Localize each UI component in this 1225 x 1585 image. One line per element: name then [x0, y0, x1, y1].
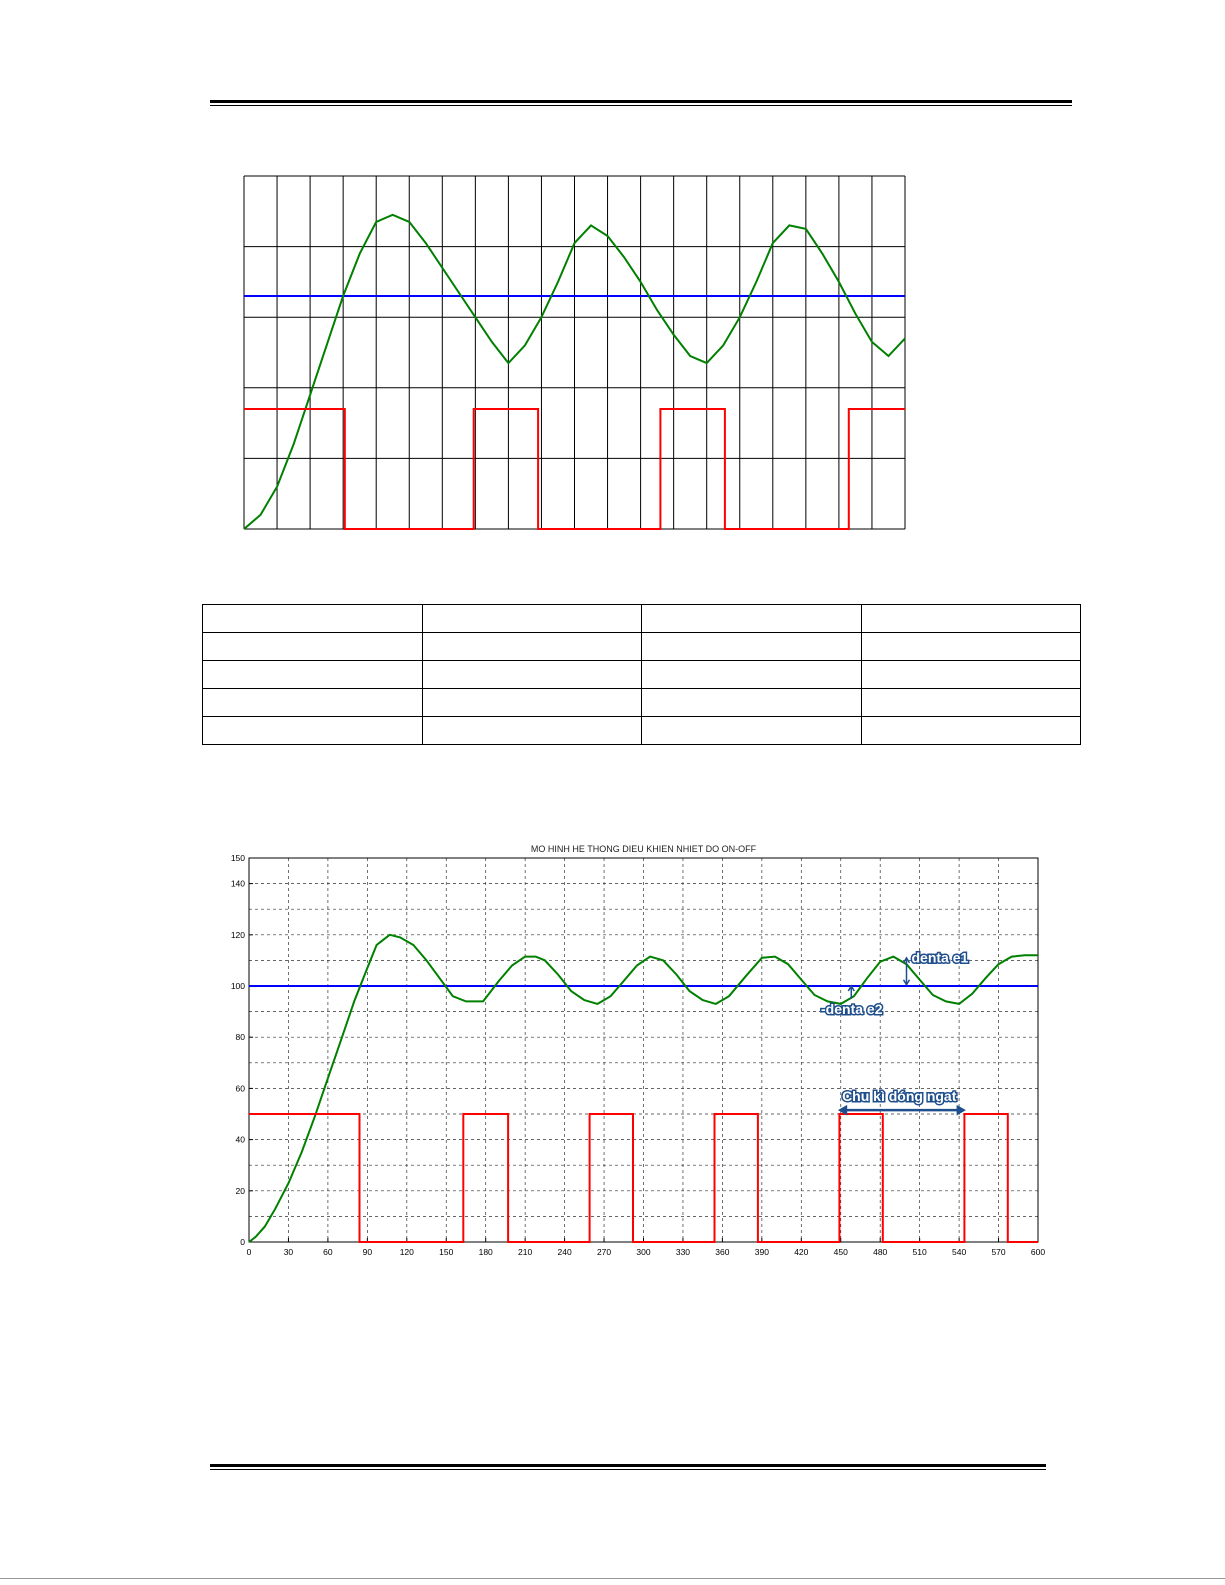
x-tick-label: 30 [283, 1247, 294, 1257]
page-bottom-line [0, 1578, 1225, 1579]
y-tick-label: 150 [230, 853, 245, 863]
table-cell [642, 689, 862, 717]
y-tick-label: 140 [230, 878, 245, 889]
annotation-label: denta e1 [911, 949, 969, 966]
table-cell [203, 661, 423, 689]
x-tick-label: 360 [715, 1247, 730, 1257]
y-tick-label: 20 [235, 1185, 245, 1196]
table-cell [642, 717, 862, 745]
table-cell [203, 633, 423, 661]
annotation-label: -denta e2 [821, 1001, 883, 1018]
table-cell [422, 689, 642, 717]
table-cell [861, 605, 1081, 633]
x-tick-label: 150 [439, 1247, 454, 1257]
table-cell [422, 717, 642, 745]
table-cell [861, 661, 1081, 689]
table-cell [642, 661, 862, 689]
y-tick-label: 80 [235, 1032, 245, 1043]
x-tick-label: 180 [478, 1247, 493, 1257]
y-tick-label: 40 [235, 1134, 245, 1145]
x-tick-label: 420 [794, 1247, 809, 1257]
x-tick-label: 540 [952, 1247, 967, 1257]
table-cell [422, 633, 642, 661]
table-cell [203, 717, 423, 745]
x-tick-label: 480 [873, 1247, 888, 1257]
table-row [203, 633, 1081, 661]
table-row [203, 661, 1081, 689]
x-tick-label: 450 [833, 1247, 848, 1257]
x-tick-label: 120 [399, 1247, 414, 1257]
x-tick-label: 600 [1030, 1247, 1046, 1257]
table-cell [422, 661, 642, 689]
blank-table [202, 604, 1081, 745]
table-cell [422, 605, 642, 633]
x-tick-label: 210 [518, 1247, 533, 1257]
x-tick-label: 240 [557, 1247, 572, 1257]
table-cell [861, 717, 1081, 745]
figure-1-chart [243, 175, 906, 530]
x-tick-label: 270 [596, 1247, 612, 1257]
table-row [203, 689, 1081, 717]
x-tick-label: 510 [912, 1247, 927, 1257]
x-tick-label: 0 [246, 1247, 252, 1257]
table-cell [861, 689, 1081, 717]
table-cell [642, 633, 862, 661]
figure-2-chart [210, 838, 1060, 1263]
x-tick-label: 90 [362, 1247, 373, 1257]
annotation-label: Chu kì dóng ngat [842, 1088, 957, 1105]
x-tick-label: 330 [675, 1247, 691, 1257]
table-cell [642, 605, 862, 633]
table-cell [203, 689, 423, 717]
table-row [203, 605, 1081, 633]
table-cell [203, 605, 423, 633]
x-tick-label: 390 [754, 1247, 769, 1257]
y-tick-label: 0 [240, 1237, 245, 1247]
y-tick-label: 60 [235, 1083, 245, 1094]
table-row [203, 717, 1081, 745]
arrow-head-icon [957, 1106, 964, 1114]
chart-title: MO HINH HE THONG DIEU KHIEN NHIET DO ON-OFF [530, 844, 757, 854]
x-tick-label: 300 [636, 1247, 651, 1257]
x-tick-label: 60 [323, 1247, 333, 1257]
y-tick-label: 120 [230, 929, 245, 940]
x-tick-label: 570 [991, 1247, 1006, 1257]
table-cell [861, 633, 1081, 661]
y-tick-label: 100 [230, 981, 245, 991]
